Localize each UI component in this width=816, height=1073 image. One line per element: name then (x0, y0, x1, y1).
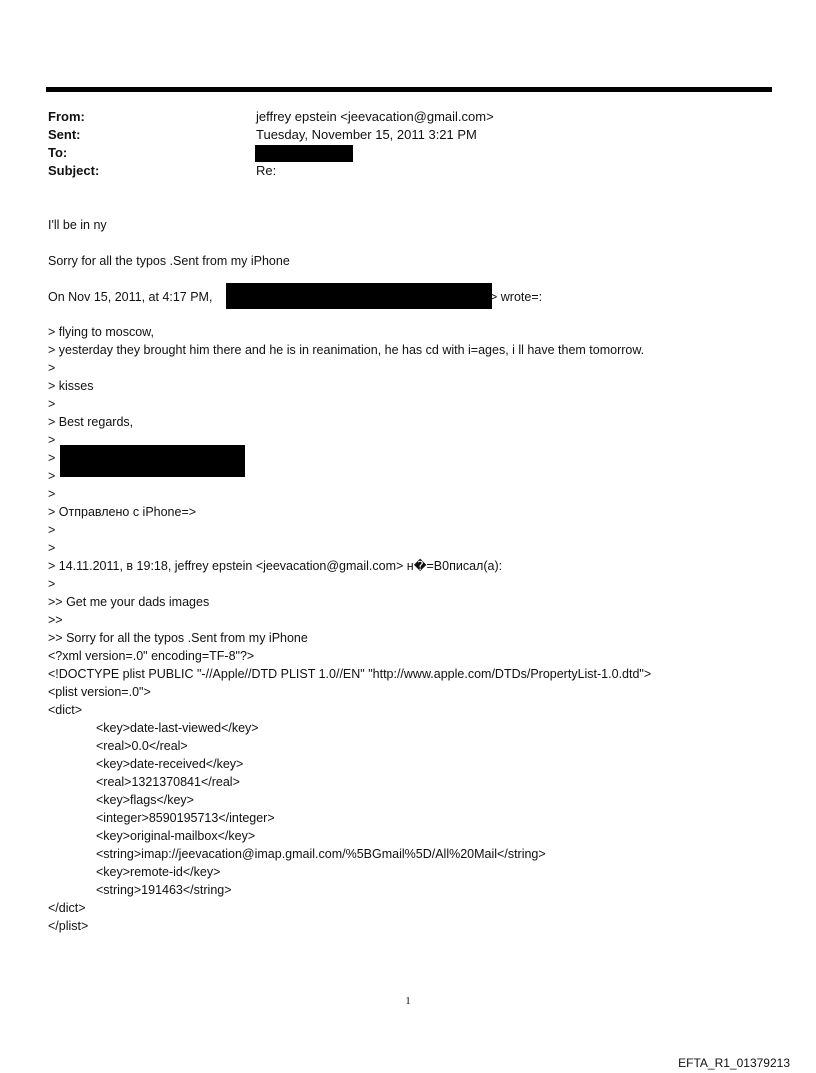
body-line: Sorry for all the typos .Sent from my iPhone (48, 254, 290, 268)
subject-row (48, 162, 277, 180)
xml-line: <dict> (48, 703, 83, 717)
redaction-sender (226, 283, 492, 309)
from-label: From: (48, 109, 85, 124)
wrote-line-prefix: On Nov 15, 2011, at 4:17 PM, (48, 290, 213, 304)
quoted-line: > (48, 433, 56, 447)
xml-line: <string>191463</string> (96, 883, 232, 897)
xml-line: <string>imap://jeevacation@imap.gmail.com/%5BGmail%5D/All%20Mail</string> (96, 847, 546, 861)
quoted-line: > Best regards, (48, 415, 134, 429)
quoted-line: > 14.11.2011, в 19:18, jeffrey epstein <jeevacation@gmail.com> н�=B0писал(а): (48, 559, 503, 573)
quoted-line: > (48, 469, 56, 483)
xml-line: <!DOCTYPE plist PUBLIC "-//Apple//DTD PLIST 1.0//EN" "http://www.apple.com/DTDs/PropertyList-1.0.dtd"> (48, 667, 652, 681)
wrote-line-suffix: > wrote=: (490, 290, 543, 304)
quoted-line: > kisses (48, 379, 94, 393)
quoted-line: > (48, 577, 56, 591)
xml-line: <?xml version=.0" encoding=TF-8"?> (48, 649, 255, 663)
xml-line: <integer>8590195713</integer> (96, 811, 275, 825)
redaction-to (255, 145, 353, 162)
sent-row (48, 126, 477, 144)
quoted-line: >> Sorry for all the typos .Sent from my iPhone (48, 631, 308, 645)
from-value: jeffrey epstein <jeevacation@gmail.com> (256, 109, 494, 124)
document-id: EFTA_R1_01379213 (678, 1056, 790, 1070)
quoted-line: > (48, 361, 56, 375)
to-row (48, 144, 248, 162)
quoted-line: > (48, 487, 56, 501)
xml-line: <plist version=.0"> (48, 685, 151, 699)
quoted-line: >> Get me your dads images (48, 595, 210, 609)
sent-value: Tuesday, November 15, 2011 3:21 PM (256, 127, 477, 142)
header-rule (46, 87, 772, 92)
quoted-line: > (48, 523, 56, 537)
body-line: I'll be in ny (48, 218, 107, 232)
xml-line: <key>date-last-viewed</key> (96, 721, 259, 735)
quoted-line: > (48, 397, 56, 411)
quoted-line: > (48, 451, 56, 465)
quoted-line: > Отправлено с iPhone=> (48, 505, 197, 519)
xml-line: <real>0.0</real> (96, 739, 188, 753)
quoted-line: > (48, 541, 56, 555)
xml-line: <key>original-mailbox</key> (96, 829, 256, 843)
xml-line: </dict> (48, 901, 86, 915)
xml-line: <real>1321370841</real> (96, 775, 240, 789)
quoted-line: > yesterday they brought him there and he is in reanimation, he has cd with i=ages, i ll have them tomorrow. (48, 343, 645, 357)
page-number: 1 (405, 995, 411, 1007)
to-label: To: (48, 145, 68, 160)
subject-label: Subject: (48, 163, 100, 178)
xml-line: <key>remote-id</key> (96, 865, 221, 879)
quoted-line: >> (48, 613, 63, 627)
redaction-signature (60, 445, 245, 477)
xml-line: <key>date-received</key> (96, 757, 244, 771)
xml-line: <key>flags</key> (96, 793, 194, 807)
quoted-line: > flying to moscow, (48, 325, 154, 339)
subject-value: Re: (256, 163, 277, 178)
xml-line: </plist> (48, 919, 89, 933)
from-row (48, 108, 494, 126)
sent-label: Sent: (48, 127, 81, 142)
